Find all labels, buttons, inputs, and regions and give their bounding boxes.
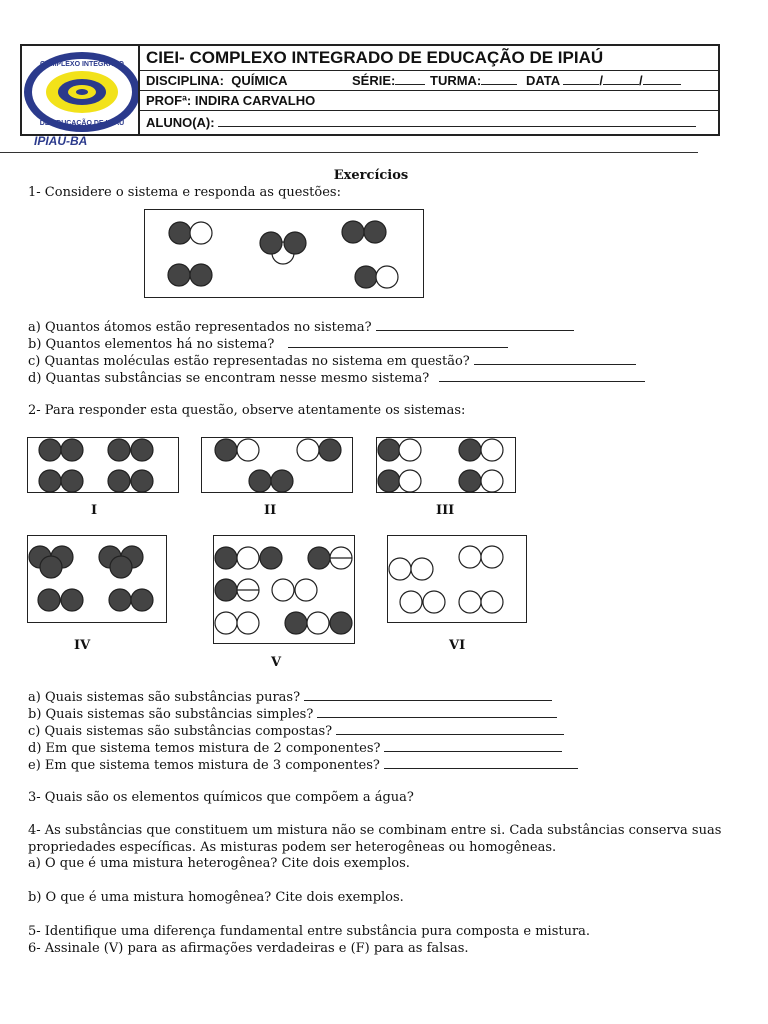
system-iv-box [27,535,167,623]
divider [0,152,698,153]
q1-answer-c[interactable] [474,353,636,365]
discipline-row: DISCIPLINA: QUÍMICA SÉRIE: TURMA: DATA / / [140,71,718,91]
system-vi-diagram [388,536,528,624]
q2-item-a: a) Quais sistemas são substâncias puras? [28,689,552,706]
school-logo-icon [22,46,138,134]
system-i-diagram [28,438,180,494]
q2-item-e: e) Em que sistema temos mistura de 3 componentes? [28,757,578,774]
q1-answer-b[interactable] [288,336,508,348]
system-v-diagram [214,536,356,645]
system-i-label: I [91,503,98,518]
q4-item-b: b) O que é uma mistura homogênea? Cite dois exemplos. [28,890,404,905]
system-iii-label: III [436,503,455,518]
q1-answer-a[interactable] [376,319,574,331]
system-ii-diagram [202,438,354,494]
q2-answer-d[interactable] [384,740,562,752]
q2-answer-b[interactable] [317,706,557,718]
q1-item-c: c) Quantas moléculas estão representadas no sistema em questão? [28,353,636,370]
q4-line2: propriedades específicas. As misturas podem ser heterogêneas ou homogêneas. [28,840,557,855]
q1-answer-d[interactable] [439,370,645,382]
system-vi-box [387,535,527,623]
discipline-value: QUÍMICA [231,73,288,88]
q2-answer-a[interactable] [304,689,552,701]
system-iv-label: IV [74,638,91,653]
system-ii-label: II [264,503,277,518]
logo-caption: IPIAÚ-BA [34,134,88,148]
system-vi-label: VI [449,638,466,653]
q2-item-c: c) Quais sistemas são substâncias compostas? [28,723,564,740]
system-iv-diagram [28,536,168,624]
school-logo [22,46,140,134]
q1-item-a: a) Quantos átomos estão representados no sistema? [28,319,574,336]
svg-text:DE EDUCAÇÃO DE IPIAÚ: DE EDUCAÇÃO DE IPIAÚ [39,120,125,127]
system-ii-box [201,437,353,493]
q1-prompt: 1- Considere o sistema e responda as questões: [28,185,341,200]
q1-molecule-diagram [145,210,425,299]
system-i-box [27,437,179,493]
student-row: ALUNO(A): [140,111,718,134]
q2-item-b: b) Quais sistemas são substâncias simples? [28,706,557,723]
q1-item-d: d) Quantas substâncias se encontram nesse mesmo sistema? [28,370,645,387]
institution-name: CIEI- COMPLEXO INTEGRADO DE EDUCAÇÃO DE IPIAÚ [140,46,718,71]
q6-prompt: 6- Assinale (V) para as afirmações verdadeiras e (F) para as falsas. [28,941,469,956]
page-title: Exercícios [333,168,409,183]
system-v-box [213,535,355,644]
q2-answer-c[interactable] [336,723,564,735]
teacher-row: PROFª: INDIRA CARVALHO [140,91,718,111]
svg-text:COMPLEXO INTEGRADO: COMPLEXO INTEGRADO [39,61,125,68]
q4-line1: 4- As substâncias que constituem um mistura não se combinam entre si. Cada substâncias conserva suas [28,823,722,838]
q2-prompt: 2- Para responder esta questão, observe atentamente os sistemas: [28,403,466,418]
q1-item-b: b) Quantos elementos há no sistema? [28,336,508,353]
q3-prompt: 3- Quais são os elementos químicos que compõem a água? [28,790,414,805]
student-name-field[interactable] [218,114,696,127]
system-iii-diagram [377,438,517,494]
system-v-label: V [271,655,282,670]
q2-answer-e[interactable] [384,757,578,769]
q1-system-box [144,209,424,298]
system-iii-box [376,437,516,493]
header-table [20,44,720,136]
q2-item-d: d) Em que sistema temos mistura de 2 componentes? [28,740,562,757]
q5-prompt: 5- Identifique uma diferença fundamental entre substância pura composta e mistura. [28,924,591,939]
q4-item-a: a) O que é uma mistura heterogênea? Cite dois exemplos. [28,856,410,871]
